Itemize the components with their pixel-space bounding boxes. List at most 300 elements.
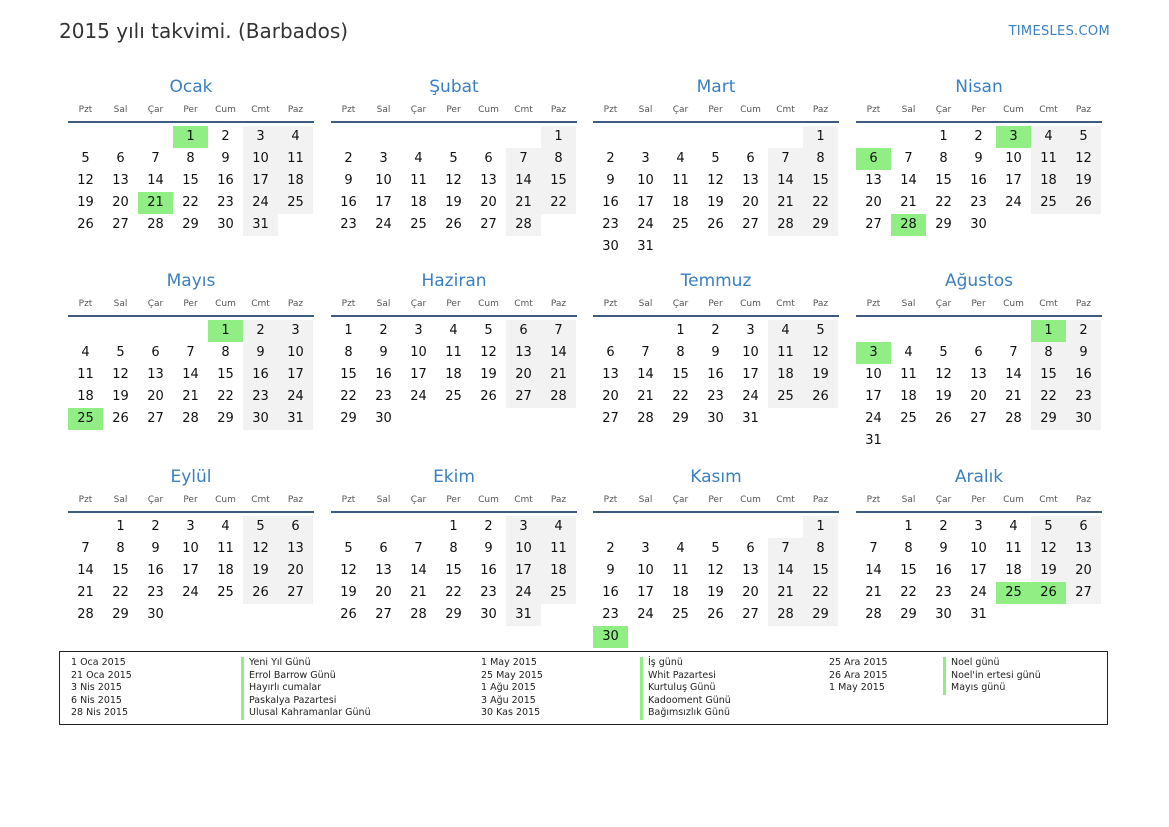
day-cell: 20 [1066,560,1101,582]
legend-holiday-name: Bağımsızlık Günü [640,707,731,720]
day-cell: 28 [77,607,94,622]
day-cell: 22 [900,585,917,600]
legend-holiday-name: İş günü [640,657,731,670]
day-cell: 10 [243,148,278,170]
day-cell: 20 [970,389,987,404]
weekday-label: Çar [410,105,427,115]
day-cell: 8 [541,148,576,170]
weekday-label: Per [971,105,986,115]
week-row [331,560,577,582]
month-block [856,462,1102,626]
day-cell: 8 [904,541,913,556]
day-cell: 21 [865,585,882,600]
day-cell: 23 [707,389,724,404]
day-cell: 9 [151,541,160,556]
day-cell: 24 [637,217,654,232]
day-cell: 27 [970,411,987,426]
week-row [593,582,839,604]
day-cell: 13 [602,367,619,382]
weekday-label: Cmt [514,299,533,309]
day-cell: 30 [375,411,392,426]
day-cell: 24 [506,582,541,604]
day-cell: 14 [410,563,427,578]
empty-cell [103,320,138,342]
month-days [331,516,577,626]
day-cell: 29 [1031,408,1066,430]
day-cell: 12 [340,563,357,578]
weekday-label: Cum [740,495,761,505]
legend-date: 1 May 2015 [481,657,537,668]
day-cell: 17 [243,170,278,192]
day-cell: 11 [77,367,94,382]
weekday-label: Pzt [341,495,356,505]
weekday-label: Paz [812,495,829,505]
day-cell: 12 [803,342,838,364]
day-cell: 29 [935,217,952,232]
day-cell: 16 [480,563,497,578]
empty-cell [768,126,803,148]
day-cell: 1 [676,323,685,338]
day-cell: 17 [970,563,987,578]
holiday-day-cell: 3 [856,342,891,364]
day-cell: 30 [1066,408,1101,430]
day-cell: 14 [541,342,576,364]
day-cell: 15 [803,560,838,582]
day-cell: 6 [506,320,541,342]
week-row [593,320,839,342]
month-days [593,320,839,430]
day-cell: 6 [974,345,983,360]
day-cell: 5 [939,345,948,360]
day-cell: 5 [1031,516,1066,538]
weekday-label: Sal [113,495,128,505]
day-cell: 13 [375,563,392,578]
month-days [593,126,839,258]
legend-dates-col-3 [829,657,888,695]
day-cell: 14 [637,367,654,382]
day-cell: 22 [445,585,462,600]
day-cell: 19 [1066,170,1101,192]
day-cell: 25 [445,389,462,404]
weekday-label: Sal [901,105,916,115]
day-cell: 31 [865,433,882,448]
day-cell: 20 [742,195,759,210]
week-row [331,516,577,538]
legend-date: 1 Oca 2015 [71,657,126,668]
day-cell: 19 [803,364,838,386]
day-cell: 15 [112,563,129,578]
week-row [593,626,839,648]
weekday-label: Pzt [78,299,93,309]
weekday-header [331,293,577,317]
week-row [68,386,314,408]
weekday-label: Cmt [1039,495,1058,505]
weekday-label: Paz [287,105,304,115]
day-cell: 25 [541,582,576,604]
week-row [68,516,314,538]
day-cell: 1 [939,129,948,144]
empty-cell [733,516,768,538]
day-cell: 23 [935,585,952,600]
day-cell: 26 [112,411,129,426]
weekday-header [68,489,314,513]
weekday-label: Pzt [603,495,618,505]
empty-cell [593,126,628,148]
empty-cell [103,126,138,148]
empty-cell [891,126,926,148]
day-cell: 17 [410,367,427,382]
weekday-label: Paz [287,299,304,309]
empty-cell [173,320,208,342]
day-cell: 6 [746,151,755,166]
day-cell: 9 [379,345,388,360]
day-cell: 26 [480,389,497,404]
day-cell: 21 [768,582,803,604]
day-cell: 27 [375,607,392,622]
day-cell: 16 [243,364,278,386]
legend-holiday-name: Yeni Yıl Günü [241,657,371,670]
empty-cell [243,604,278,626]
day-cell: 10 [865,367,882,382]
day-cell: 28 [865,607,882,622]
day-cell: 2 [606,541,615,556]
weekday-label: Cum [478,299,499,309]
holiday-day-cell: 1 [1031,320,1066,342]
day-cell: 4 [1009,519,1018,534]
empty-cell [541,604,576,626]
day-cell: 7 [641,345,650,360]
empty-cell [68,516,103,538]
week-row [856,408,1102,430]
day-cell: 2 [606,151,615,166]
month-name: Ağustos [945,271,1013,291]
day-cell: 31 [278,408,313,430]
day-cell: 4 [414,151,423,166]
empty-cell [768,408,803,430]
day-cell: 6 [746,541,755,556]
weekday-label: Pzt [603,105,618,115]
legend-holiday-name: Kadooment Günü [640,695,731,708]
month-name: Mayıs [166,271,216,291]
legend-date: 26 Ara 2015 [829,669,888,681]
day-cell: 25 [768,386,803,408]
legend-holiday-name: Noel'in ertesi günü [943,670,1041,683]
empty-cell [1066,604,1101,626]
day-cell: 29 [803,214,838,236]
legend-date: 25 May 2015 [481,669,543,681]
week-row [68,582,314,604]
day-cell: 20 [147,389,164,404]
day-cell: 12 [77,173,94,188]
day-cell: 1 [449,519,458,534]
day-cell: 13 [742,173,759,188]
day-cell: 6 [1066,516,1101,538]
month-days [331,126,577,236]
empty-cell [663,516,698,538]
day-cell: 16 [147,563,164,578]
empty-cell [593,320,628,342]
day-cell: 18 [445,367,462,382]
month-block [856,266,1102,452]
month-name: Haziran [421,271,487,291]
week-row [68,342,314,364]
day-cell: 22 [672,389,689,404]
day-cell: 11 [217,541,234,556]
week-row [856,342,1102,364]
day-cell: 15 [445,563,462,578]
day-cell: 16 [375,367,392,382]
day-cell: 10 [970,541,987,556]
day-cell: 15 [217,367,234,382]
day-cell: 9 [1066,342,1101,364]
day-cell: 13 [970,367,987,382]
holiday-day-cell: 30 [593,626,628,648]
weekday-label: Pzt [78,105,93,115]
weekday-label: Cum [1003,105,1024,115]
empty-cell [803,626,838,648]
legend-date: 3 Nis 2015 [71,682,122,694]
weekday-label: Per [971,299,986,309]
day-cell: 2 [379,323,388,338]
day-cell: 27 [1066,582,1101,604]
day-cell: 9 [974,151,983,166]
weekday-label: Çar [147,105,164,115]
day-cell: 18 [278,170,313,192]
day-cell: 1 [904,519,913,534]
day-cell: 23 [480,585,497,600]
week-row [68,148,314,170]
month-days [331,320,577,430]
empty-cell [891,320,926,342]
day-cell: 7 [506,148,541,170]
day-cell: 1 [116,519,125,534]
week-row [593,192,839,214]
empty-cell [663,126,698,148]
day-cell: 26 [77,217,94,232]
empty-cell [401,408,436,430]
weekday-label: Çar [672,495,689,505]
day-cell: 18 [541,560,576,582]
day-cell: 5 [803,320,838,342]
day-cell: 16 [217,173,234,188]
day-cell: 28 [410,607,427,622]
day-cell: 14 [1005,367,1022,382]
day-cell: 9 [606,173,615,188]
weekday-label: Çar [935,495,952,505]
weekday-label: Sal [113,299,128,309]
weekday-header [593,489,839,513]
empty-cell [628,126,663,148]
day-cell: 25 [217,585,234,600]
day-cell: 30 [707,411,724,426]
day-cell: 11 [541,538,576,560]
day-cell: 2 [711,323,720,338]
legend-date: 28 Nis 2015 [71,707,128,719]
weekday-label: Cum [740,299,761,309]
legend-holiday-name: Paskalya Pazartesi [241,695,371,708]
weekday-label: Per [708,299,723,309]
day-cell: 27 [480,217,497,232]
day-cell: 23 [970,195,987,210]
weekday-header [593,293,839,317]
weekday-label: Paz [812,105,829,115]
month-name: Nisan [955,77,1003,97]
day-cell: 26 [707,217,724,232]
site-link[interactable]: TIMESLES.COM [1008,24,1110,39]
day-cell: 14 [182,367,199,382]
weekday-label: Cmt [776,105,795,115]
day-cell: 18 [217,563,234,578]
empty-cell [208,604,243,626]
day-cell: 12 [112,367,129,382]
day-cell: 22 [340,389,357,404]
day-cell: 6 [606,345,615,360]
day-cell: 30 [602,239,619,254]
day-cell: 26 [340,607,357,622]
weekday-header [593,99,839,123]
empty-cell [768,626,803,648]
day-cell: 11 [672,563,689,578]
day-cell: 14 [768,560,803,582]
weekday-label: Cmt [251,495,270,505]
weekday-label: Per [446,495,461,505]
empty-cell [803,408,838,430]
empty-cell [68,126,103,148]
day-cell: 11 [900,367,917,382]
legend-date: 1 Ağu 2015 [481,682,536,694]
empty-cell [698,626,733,648]
day-cell: 20 [742,585,759,600]
day-cell: 7 [186,345,195,360]
day-cell: 20 [865,195,882,210]
day-cell: 24 [637,607,654,622]
empty-cell [471,126,506,148]
day-cell: 29 [803,604,838,626]
day-cell: 9 [711,345,720,360]
weekday-label: Çar [147,495,164,505]
day-cell: 28 [768,604,803,626]
weekday-label: Çar [410,495,427,505]
day-cell: 13 [278,538,313,560]
day-cell: 8 [344,345,353,360]
day-cell: 13 [480,173,497,188]
weekday-label: Per [446,105,461,115]
day-cell: 30 [935,607,952,622]
day-cell: 23 [243,386,278,408]
week-row [856,126,1102,148]
month-days [68,516,314,626]
month-name: Temmuz [680,271,752,291]
weekday-header [331,99,577,123]
day-cell: 24 [1005,195,1022,210]
empty-cell [733,626,768,648]
day-cell: 23 [375,389,392,404]
empty-cell [628,320,663,342]
empty-cell [506,126,541,148]
week-row [593,170,839,192]
weekday-label: Cum [215,495,236,505]
weekday-label: Cum [1003,495,1024,505]
month-block [593,72,839,258]
day-cell: 5 [711,541,720,556]
month-name: Aralık [954,467,1004,487]
day-cell: 26 [1066,192,1101,214]
month-name: Ekim [433,467,475,487]
day-cell: 25 [672,607,689,622]
day-cell: 8 [676,345,685,360]
day-cell: 20 [602,389,619,404]
day-cell: 7 [869,541,878,556]
day-cell: 20 [375,585,392,600]
day-cell: 22 [803,192,838,214]
week-row [593,126,839,148]
day-cell: 11 [278,148,313,170]
week-row [593,604,839,626]
day-cell: 31 [506,604,541,626]
day-cell: 13 [742,563,759,578]
weekday-label: Paz [550,495,567,505]
empty-cell [698,126,733,148]
week-row [856,214,1102,236]
day-cell: 31 [637,239,654,254]
day-cell: 18 [900,389,917,404]
empty-cell [1031,430,1066,452]
day-cell: 9 [344,173,353,188]
month-block [593,266,839,430]
week-row [331,386,577,408]
day-cell: 21 [182,389,199,404]
day-cell: 16 [602,585,619,600]
day-cell: 26 [803,386,838,408]
holiday-day-cell: 26 [1031,582,1066,604]
day-cell: 19 [243,560,278,582]
weekday-label: Pzt [78,495,93,505]
empty-cell [436,126,471,148]
day-cell: 28 [541,386,576,408]
day-cell: 27 [506,386,541,408]
empty-cell [628,626,663,648]
month-block [68,266,314,430]
day-cell: 27 [602,411,619,426]
empty-cell [366,126,401,148]
week-row [856,516,1102,538]
day-cell: 31 [970,607,987,622]
day-cell: 20 [112,195,129,210]
day-cell: 8 [186,151,195,166]
empty-cell [961,320,996,342]
legend-date: 30 Kas 2015 [481,707,541,719]
weekday-header [331,489,577,513]
day-cell: 13 [112,173,129,188]
weekday-label: Sal [113,105,128,115]
month-name: Ocak [169,77,213,97]
legend-holiday-name: Whit Pazartesi [640,670,731,683]
day-cell: 12 [243,538,278,560]
week-row [68,604,314,626]
weekday-label: Cmt [514,495,533,505]
day-cell: 28 [147,217,164,232]
weekday-header [68,293,314,317]
day-cell: 6 [379,541,388,556]
day-cell: 4 [221,519,230,534]
day-cell: 29 [340,411,357,426]
day-cell: 28 [768,214,803,236]
empty-cell [331,516,366,538]
empty-cell [541,214,576,236]
week-row [331,214,577,236]
weekday-label: Cmt [776,495,795,505]
day-cell: 14 [147,173,164,188]
